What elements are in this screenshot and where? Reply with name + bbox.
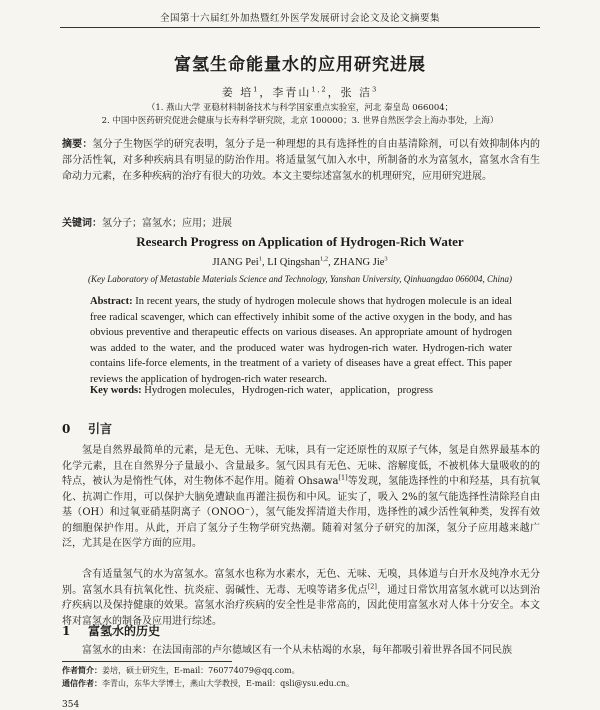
english-title: Research Progress on Application of Hydrogen-Rich Water [136,234,464,249]
english-abstract-label: Abstract: [90,296,133,307]
english-abstract [90,294,512,388]
chinese-affiliation-2: 2. 中国中医药研究促进会健康与长寿科学研究院，北京 100000；3. 世界自然医学会上海办事处，上海） [101,116,499,126]
chinese-abstract [62,137,540,184]
english-abstract-text: In recent years, the study of hydrogen molecule shows that hydrogen molecule is an ideal free radical scavenger, which can effectively inhibit some of the active oxygen in the body, and has obvious preventive and therapeutic effects on various diseases. An appropriate amount of hydrogen was added to the water, and the produced water was hydrogen-rich water. Hydrogen-rich water contains life-force elements, in the treatment of a variety of diseases have a great effect. This paper reviews the application of hydrogen-rich water research. [90,296,512,385]
chinese-abstract-text: 氢分子生物医学的研究表明，氢分子是一种理想的具有选择性的自由基清除剂，可以有效抑制体内的部分活性氧，对多种疾病具有明显的防治作用。将适量氢气加入水中，所制备的水为富氢水，富氢水含有生命动力元素，在多种疾病的治疗有很大的功效。本文主要综述富氢水的机理研究，应用研究进展。 [62,139,541,182]
paragraph-2: 含有适量氢气的水为富氢水。富氢水也称为水素水，无色、无味、无嗅，具体道与白开水及纯净水无分别。富氢水具有抗氧化性、抗炎症、弱碱性、无毒、无嗅等诸多优点[2]，通过日常饮用富氢水就可以达到治疗疾病以及保持健康的效果。富氢水治疗疾病的安全性是非常高的，因此使用富氢水对人体十分安全。本文将对富氢水的制备及应用进行综述。 [62,569,541,627]
chinese-title: 富氢生命能量水的应用研究进展 [174,55,426,75]
english-keywords [90,382,540,397]
paragraph-1: 氢是自然界最简单的元素，是无色、无味、无味，具有一定还原性的双原子气体，氢是自然界最基本的化学元素，且在自然界分子量最小、含量最多。氢气因具有无色、无味、溶解度低，不被机体大量吸收的的特点，被认为是惰性气体，对生物体不起作用。随着 Ohsawa[1]等发现，氢能选择性的中和羟基，具有抗氧化、抗凋亡作用，可以保护大脑免遭缺血再灌注损伤和中风。证实了，吸入 2%的氢气能选择性清除羟自由基（OH）和过氧亚硝基阴离子（ONOO⁻），氢气能发挥清道夫作用，选择性的减少活性氧种类，发挥有效的细胞保护作用。从此，开启了氢分子生物学研究热潮。随着对氢分子研究的加深，氢分子应用越来越广泛，尤其是在医学方面的应用。 [62,445,541,549]
paragraph-3: 富氢水的由来：在法国南部的卢尔德域区有一个从未枯竭的水泉，每年都吸引着世界各国不同民族 [82,645,512,656]
running-header: 全国第十六届红外加热暨红外医学发展研讨会论文及论文摘要集 [60,10,540,28]
chinese-keywords-text: 氢分子；富氢水；应用；进展 [102,218,232,229]
english-affiliation: (Key Laboratory of Metastable Materials Science and Technology, Yanshan University, Qinhuangdao 066004, China) [87,274,513,284]
section-heading-introduction: 0 引言 [62,422,113,436]
chinese-keywords [62,214,540,229]
footnote-corresponding: 通信作者：李青山，东华大学博士，燕山大学教授，E-mail：qsli@ysu.edu.cn。 [62,678,355,688]
english-keywords-label: Key words: [90,385,142,396]
chinese-keywords-label: 关键词： [62,218,102,229]
section-heading-history: 1 富氢水的历史 [62,624,161,638]
english-keywords-text: Hydrogen molecules，Hydrogen-rich water，application，progress [144,385,433,396]
page-number: 354 [62,700,80,710]
chinese-affiliation-1: （1. 燕山大学 亚稳材料制备技术与科学国家重点实验室，河北 秦皇岛 066004； [146,103,454,113]
english-authors: JIANG Pei$^1$, LI Qingshan$^{1,2}$, ZHANG Jie$^3$ [212,255,388,268]
footnote-author: 作者简介：姜培，硕士研究生，E-mail：760774079@qq.com。 [62,665,300,675]
chinese-abstract-label: 摘要： [62,139,93,150]
chinese-authors: 姜 培$^1$，李青山$^{1,2}$，张 洁$^3$ [221,85,379,99]
footnote-divider [62,661,232,662]
